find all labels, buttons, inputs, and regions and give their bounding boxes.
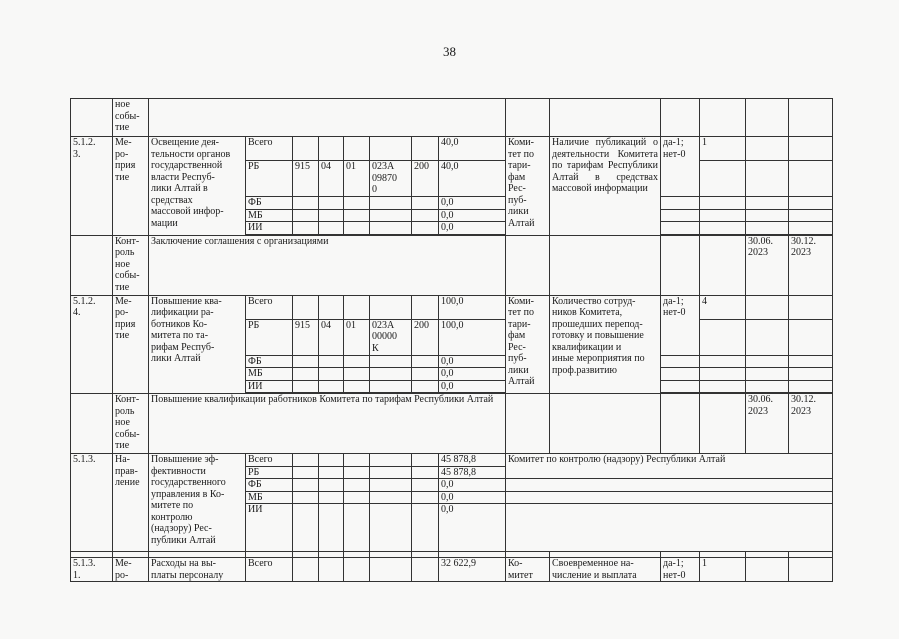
item-name: Расходы на вы- платы персоналу — [149, 558, 246, 582]
item-number: 5.1.2. 4. — [71, 295, 113, 394]
table-row — [71, 295, 833, 319]
empty-cell — [71, 394, 113, 454]
source-label: РБ — [246, 319, 293, 355]
amount: 32 622,9 — [439, 558, 506, 582]
program-table — [70, 98, 833, 582]
empty-cell — [550, 394, 661, 454]
empty-cell — [506, 394, 550, 454]
item-name: Освещение дея- тельности органов государственной власти Респуб- лики Алтай в средствах массовой инфор- мации — [149, 137, 246, 236]
code-cell: 04 — [319, 319, 344, 355]
source-label: МБ — [246, 491, 293, 504]
source-label: РБ — [246, 466, 293, 479]
control-event-label: Конт- роль ное собы- тие — [113, 235, 149, 295]
amount: 0,0 — [439, 355, 506, 368]
date-start: 30.06. 2023 — [746, 235, 789, 295]
empty-cell — [71, 99, 113, 137]
amount: 100,0 — [439, 295, 506, 319]
amount: 45 878,8 — [439, 466, 506, 479]
amount: 45 878,8 — [439, 454, 506, 467]
empty-cell — [550, 99, 661, 137]
empty-cell — [700, 235, 746, 295]
table-row — [71, 454, 833, 467]
code-cell: 04 — [319, 161, 344, 197]
control-event-text: Повышение квалификации работников Комитета по тарифам Республики Алтай — [149, 394, 506, 454]
source-label: Всего — [246, 558, 293, 582]
amount: 0,0 — [439, 504, 506, 552]
empty-cell — [661, 235, 700, 295]
indicator-value: 4 — [700, 295, 746, 319]
item-type: Ме- ро- прия тие — [113, 137, 149, 236]
indicator-value: 1 — [700, 558, 746, 582]
page-number: 38 — [443, 44, 456, 59]
unit: да-1; нет-0 — [661, 558, 700, 582]
code-cell: 915 — [293, 319, 319, 355]
amount: 0,0 — [439, 209, 506, 222]
indicator: Количество сотруд- ников Комитета, прошедших перепод- готовку и повышение квалификации и иные мероприятия по проф.развитию — [550, 295, 661, 394]
date-start: 30.06. 2023 — [746, 394, 789, 454]
amount: 0,0 — [439, 380, 506, 393]
code-cell: 915 — [293, 161, 319, 197]
table-row — [71, 558, 833, 582]
item-number: 5.1.3. — [71, 454, 113, 552]
table-row — [71, 394, 833, 454]
amount: 40,0 — [439, 161, 506, 197]
source-label: ФБ — [246, 197, 293, 210]
empty-cell — [506, 235, 550, 295]
source-label: ФБ — [246, 355, 293, 368]
amount: 40,0 — [439, 137, 506, 161]
amount: 0,0 — [439, 368, 506, 381]
item-name: Повышение ква- лификации ра- ботников Ко- митета по та- рифам Респуб- лики Алтай — [149, 295, 246, 394]
item-number: 5.1.2. 3. — [71, 137, 113, 236]
control-event-label: ное собы- тие — [113, 99, 149, 137]
table-row — [71, 235, 833, 295]
source-label: МБ — [246, 368, 293, 381]
item-number: 5.1.3. 1. — [71, 558, 113, 582]
amount: 0,0 — [439, 197, 506, 210]
code-cell: 200 — [412, 319, 439, 355]
date-end: 30.12. 2023 — [789, 235, 833, 295]
control-event-text: Заключение соглашения с организациями — [149, 235, 506, 295]
item-type: Ме- ро- — [113, 558, 149, 582]
indicator: Наличие публикаций о деятельности Комитета по тарифам Республики Алтай в средствах массовой информации — [550, 137, 661, 236]
code-cell: 023А 09870 0 — [370, 161, 412, 197]
table-row — [71, 99, 833, 137]
source-label: ИИ — [246, 504, 293, 552]
source-label: ФБ — [246, 479, 293, 492]
code-cell: 200 — [412, 161, 439, 197]
executor: Коми- тет по тари- фам Рес- пуб- лики Алтай — [506, 295, 550, 394]
executor: Коми- тет по тари- фам Рес- пуб- лики Алтай — [506, 137, 550, 236]
source-label: РБ — [246, 161, 293, 197]
indicator: Своевременное на- числение и выплата — [550, 558, 661, 582]
control-event-label: Конт- роль ное собы- тие — [113, 394, 149, 454]
amount: 0,0 — [439, 222, 506, 235]
unit: да-1; нет-0 — [661, 137, 700, 197]
amount: 0,0 — [439, 491, 506, 504]
empty-cell — [149, 99, 506, 137]
amount: 100,0 — [439, 319, 506, 355]
executor: Комитет по контролю (надзору) Республики Алтай — [506, 454, 833, 467]
source-label: МБ — [246, 209, 293, 222]
empty-cell — [506, 99, 550, 137]
empty-cell — [789, 99, 833, 137]
source-label: ИИ — [246, 380, 293, 393]
date-end: 30.12. 2023 — [789, 394, 833, 454]
code-cell: 023А 00000 К — [370, 319, 412, 355]
empty-cell — [661, 394, 700, 454]
code-cell: 01 — [344, 319, 370, 355]
unit: да-1; нет-0 — [661, 295, 700, 355]
source-label: Всего — [246, 295, 293, 319]
source-label: ИИ — [246, 222, 293, 235]
executor: Ко- митет — [506, 558, 550, 582]
empty-cell — [661, 99, 700, 137]
amount: 0,0 — [439, 479, 506, 492]
empty-cell — [700, 99, 746, 137]
item-type: Ме- ро- прия тие — [113, 295, 149, 394]
empty-cell — [700, 394, 746, 454]
item-name: Повышение эф- фективности государственного управления в Ко- митете по контролю (надзору) Рес- публики Алтай — [149, 454, 246, 552]
indicator-value: 1 — [700, 137, 746, 161]
code-cell: 01 — [344, 161, 370, 197]
empty-cell — [746, 99, 789, 137]
source-label: Всего — [246, 454, 293, 467]
empty-cell — [71, 235, 113, 295]
source-label: Всего — [246, 137, 293, 161]
table-row — [71, 137, 833, 161]
item-type: На- прав- ление — [113, 454, 149, 552]
empty-cell — [550, 235, 661, 295]
